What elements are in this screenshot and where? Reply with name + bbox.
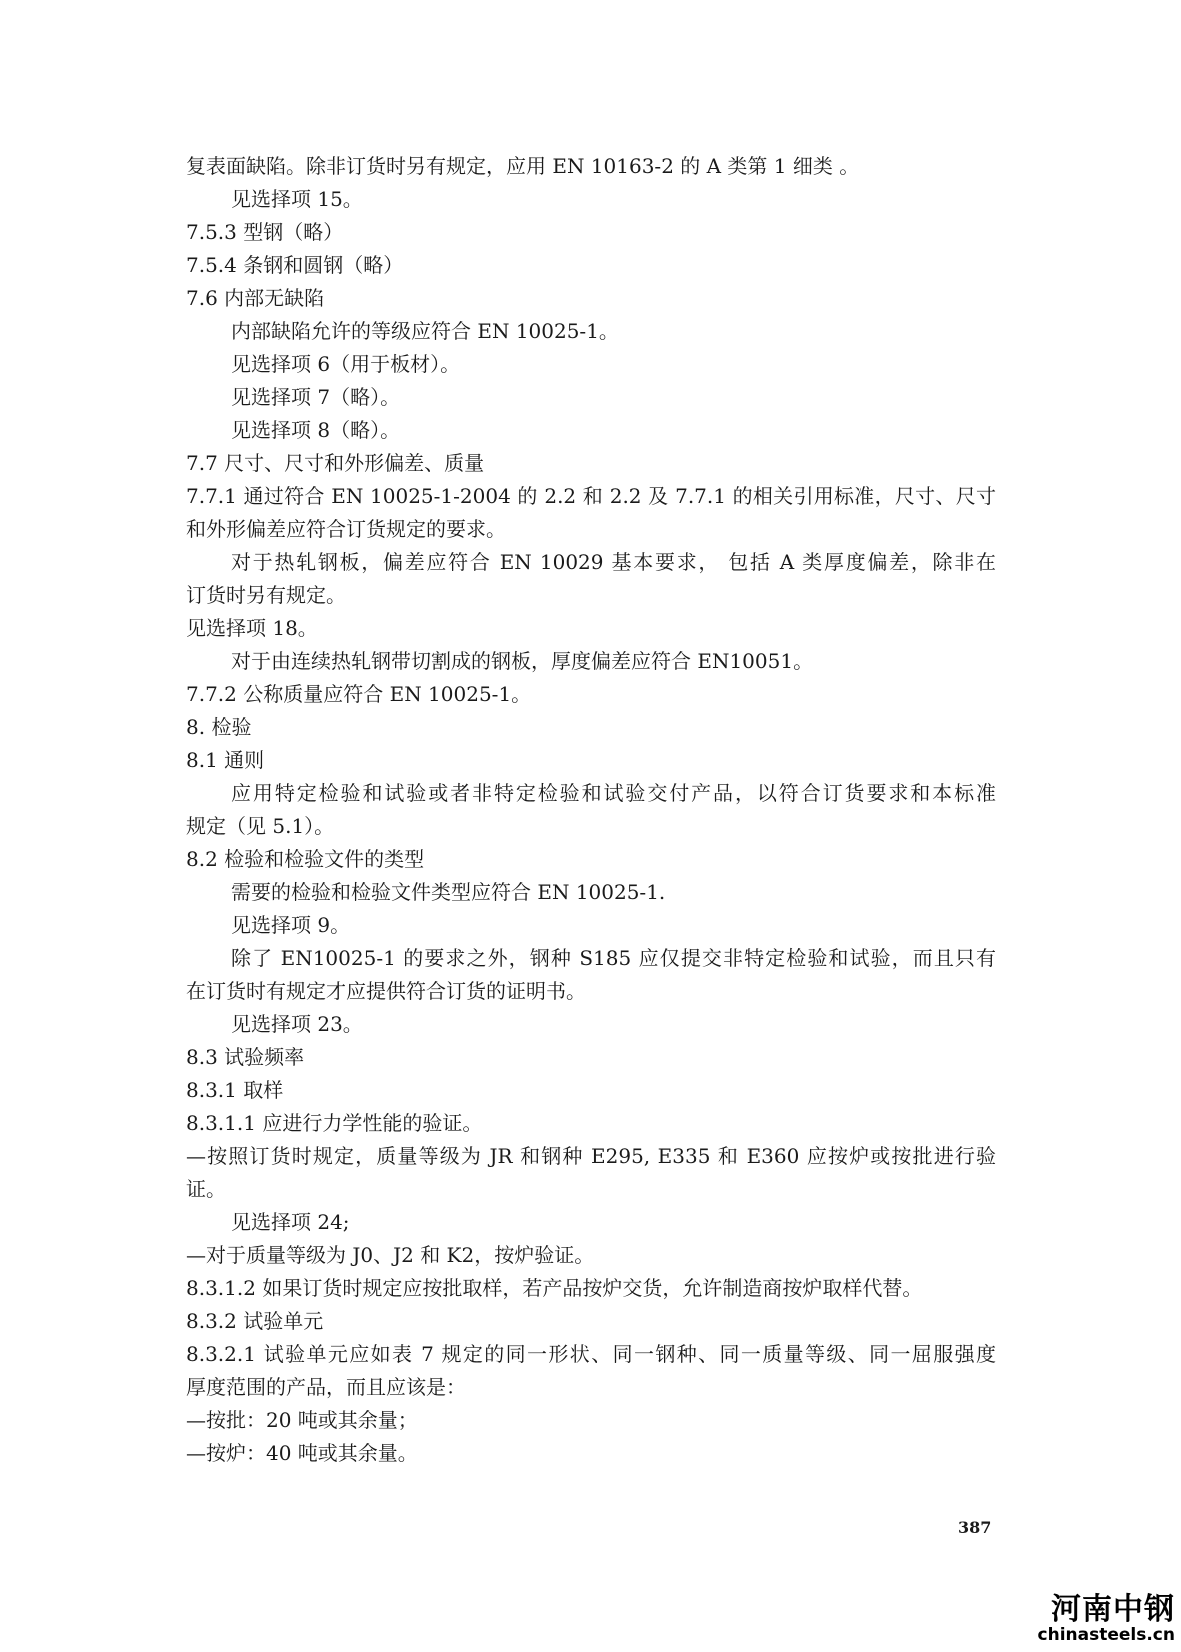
text-line: 厚度范围的产品，而且应该是： (186, 1375, 466, 1399)
text-line: 8.3.2.1 试验单元应如表 7 规定的同一形状、同一钢种、同一质量等级、同一屈服强度 (186, 1342, 996, 1366)
text-line: 证。 (186, 1177, 226, 1201)
text-line: 对于由连续热轧钢带切割成的钢板，厚度偏差应符合 EN10051。 (231, 649, 814, 673)
section-heading: 7.6 内部无缺陷 (186, 286, 325, 310)
text-line: 订货时另有规定。 (186, 583, 346, 607)
text-line: 除了 EN10025-1 的要求之外，钢种 S185 应仅提交非特定检验和试验，而且只有 (231, 946, 996, 970)
text-line: 复表面缺陷。除非订货时另有规定，应用 EN 10163-2 的 A 类第 1 细类 。 (186, 154, 860, 178)
watermark-logo (1038, 1594, 1175, 1644)
watermark-chinese-text: 河南中钢 (1051, 1592, 1175, 1627)
text-line: 见选择项 18。 (186, 616, 318, 640)
section-heading: 8.2 检验和检验文件的类型 (186, 847, 425, 871)
text-line: 8.3.1.1 应进行力学性能的验证。 (186, 1111, 483, 1135)
text-line: 应用特定检验和试验或者非特定检验和试验交付产品，以符合订货要求和本标准 (231, 781, 996, 805)
text-line: 见选择项 23。 (231, 1012, 363, 1036)
text-line: 7.7.1 通过符合 EN 10025-1-2004 的 2.2 和 2.2 及 7.7.1 的相关引用标准，尺寸、尺寸 (186, 484, 996, 508)
section-heading: 8.3.2 试验单元 (186, 1309, 324, 1333)
section-heading: 8.1 通则 (186, 748, 265, 772)
text-line: 7.7.2 公称质量应符合 EN 10025-1。 (186, 682, 532, 706)
document-body (186, 150, 996, 1470)
text-line: —按批：20 吨或其余量； (186, 1408, 418, 1432)
text-line: —按炉：40 吨或其余量。 (186, 1441, 418, 1465)
section-heading: 8.3 试验频率 (186, 1045, 305, 1069)
text-line: 在订货时有规定才应提供符合订货的证明书。 (186, 979, 586, 1003)
text-line: 对于热轧钢板，偏差应符合 EN 10029 基本要求， 包括 A 类厚度偏差，除非在 (231, 550, 996, 574)
text-line: 见选择项 6（用于板材）。 (231, 352, 461, 376)
text-line: 内部缺陷允许的等级应符合 EN 10025-1。 (231, 319, 619, 343)
text-line: 见选择项 15。 (231, 187, 363, 211)
text-line: 见选择项 8（略）。 (231, 418, 401, 442)
text-line: 见选择项 9。 (231, 913, 351, 937)
section-heading: 8.3.1 取样 (186, 1078, 284, 1102)
section-heading: 7.5.4 条钢和圆钢（略） (186, 253, 404, 277)
section-heading: 7.7 尺寸、尺寸和外形偏差、质量 (186, 451, 485, 475)
section-heading: 8. 检验 (186, 715, 252, 739)
text-line: 8.3.1.2 如果订货时规定应按批取样，若产品按炉交货，允许制造商按炉取样代替。 (186, 1276, 923, 1300)
text-line: —按照订货时规定，质量等级为 JR 和钢种 E295, E335 和 E360 应按炉或按批进行验 (186, 1144, 996, 1168)
watermark-domain-text: chinasteels.cn (1037, 1625, 1175, 1645)
page-number: 387 (958, 1518, 992, 1537)
text-line: 和外形偏差应符合订货规定的要求。 (186, 517, 506, 541)
text-line: 见选择项 7（略）。 (231, 385, 401, 409)
text-line: 规定（见 5.1）。 (186, 814, 335, 838)
text-line: 见选择项 24; (231, 1210, 350, 1234)
text-line: 需要的检验和检验文件类型应符合 EN 10025-1. (231, 880, 666, 904)
section-heading: 7.5.3 型钢（略） (186, 220, 344, 244)
text-line: —对于质量等级为 J0、J2 和 K2，按炉验证。 (186, 1243, 595, 1267)
